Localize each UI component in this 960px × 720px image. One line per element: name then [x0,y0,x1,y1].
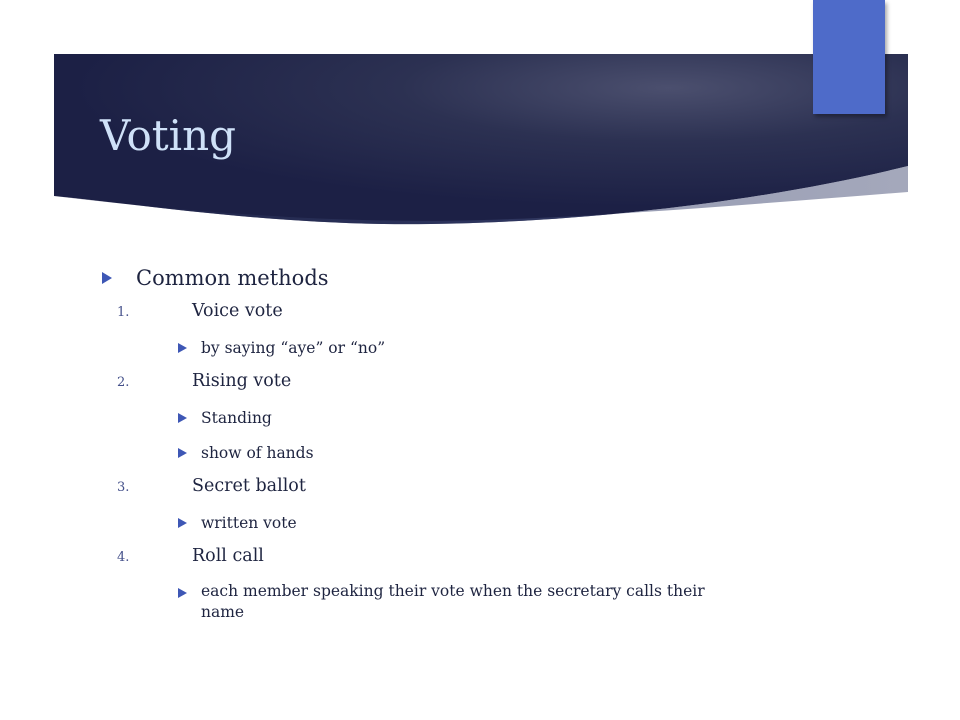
sub-bullet [178,331,742,366]
numbered-item-secret-ballot [117,471,742,506]
arrow-bullet-icon [102,272,112,284]
arrow-bullet-icon [178,588,187,598]
numbered-item-roll-call [117,541,742,576]
sub-bullet [178,506,742,541]
item-number: 3. [117,480,130,495]
item-number: 1. [117,305,130,320]
sub-bullet [178,576,738,624]
item-label: Roll call [192,546,264,566]
item-number: 4. [117,550,130,565]
sub-bullet-text: written vote [201,514,297,532]
arrow-bullet-icon [178,448,187,458]
arrow-bullet-icon [178,518,187,528]
bullet-common-methods [102,262,742,296]
arrow-bullet-icon [178,343,187,353]
sub-bullet [178,436,742,471]
sub-bullet-text: each member speaking their vote when the secretary calls their name [201,582,705,621]
bullet-text: Common methods [136,266,329,290]
item-number: 2. [117,375,130,390]
numbered-item-voice-vote [117,296,742,331]
sub-bullet-text: show of hands [201,444,314,462]
item-label: Secret ballot [192,476,306,496]
item-label: Voice vote [192,301,283,321]
numbered-item-rising-vote [117,366,742,401]
item-label: Rising vote [192,371,292,391]
slide-content [102,262,742,624]
arrow-bullet-icon [178,413,187,423]
sub-bullet-text: Standing [201,409,272,427]
slide-title: Voting [100,111,237,160]
accent-tab [813,0,885,114]
sub-bullet-text: by saying “aye” or “no” [201,339,386,357]
sub-bullet [178,401,742,436]
